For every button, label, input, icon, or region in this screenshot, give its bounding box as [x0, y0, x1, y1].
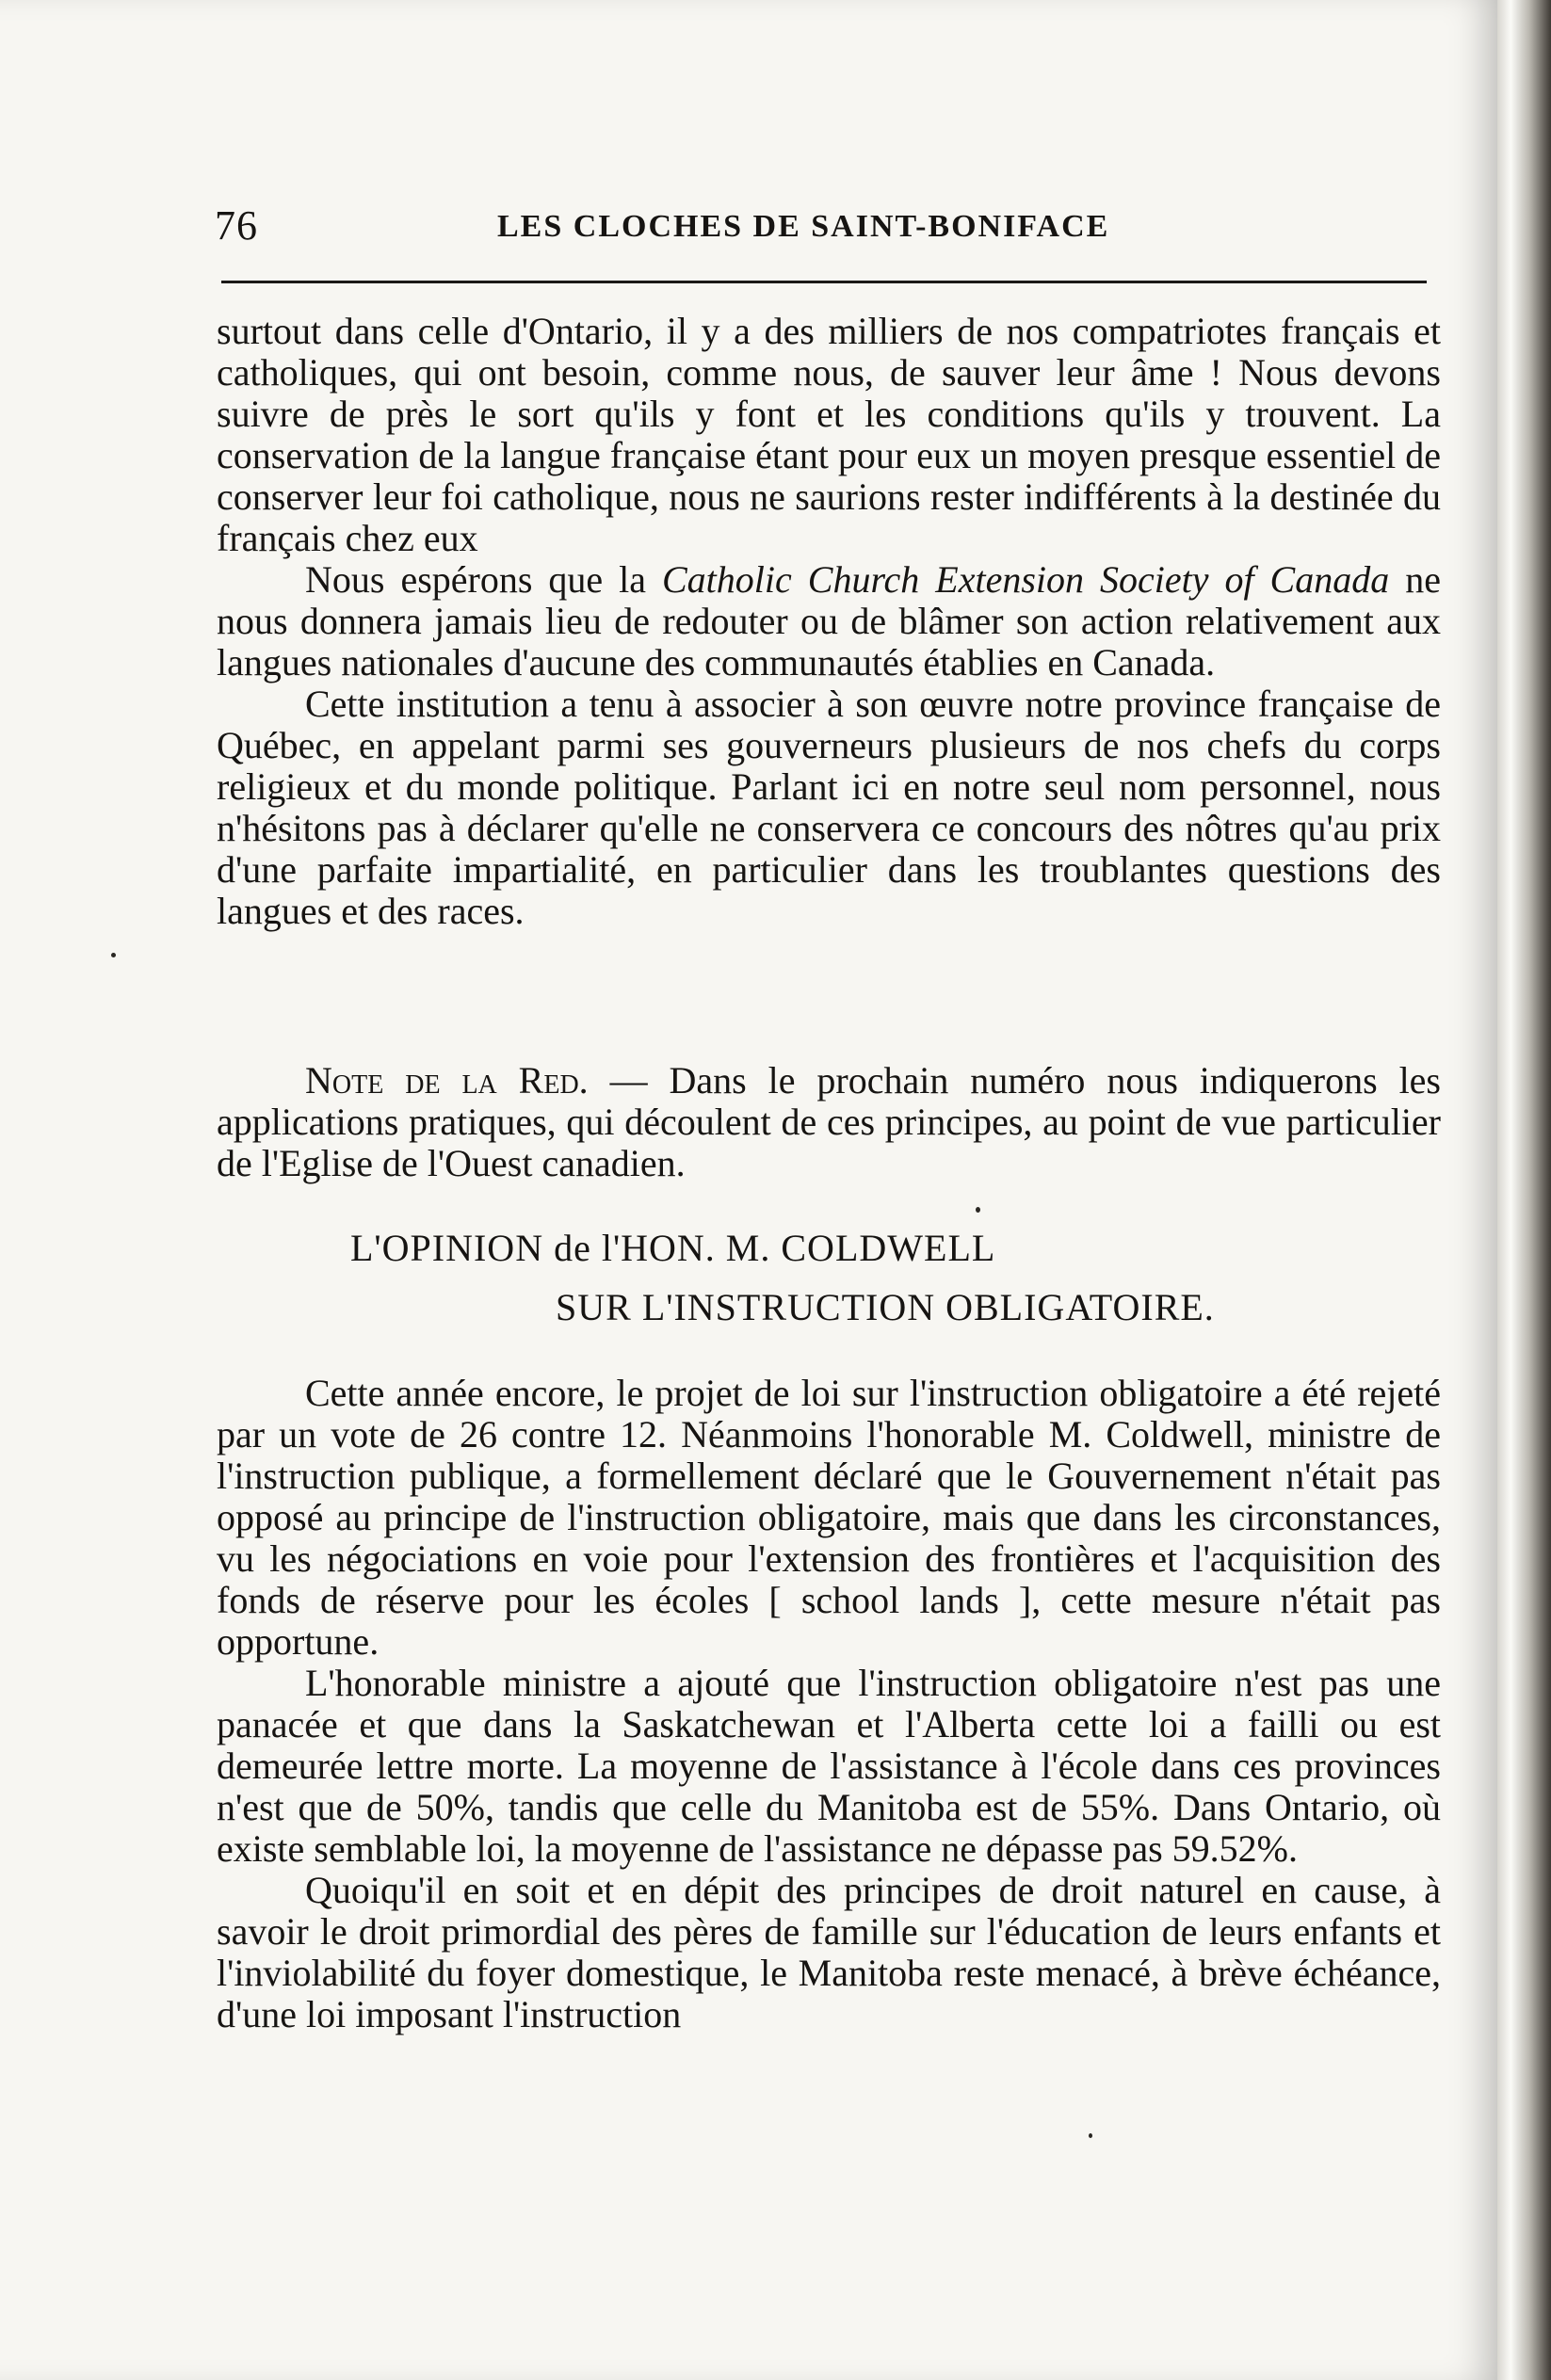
paragraph-vote: Cette année encore, le projet de loi sur l'instruction obligatoire a été rejeté par un vote de 26 contre 12. Néanmoins l'honorable M. Coldwell, ministre de l'instruction publique, a formellement déclaré que le Gouvernement n'était pas opposé au principe de l'instruction obligatoire, mais que dans les circonstances, vu les négociations en voie pour l'extension des frontières et l'acquisition des fonds de réserve pour les écoles [ school lands ], cette mesure n'était pas opportune. [217, 1372, 1441, 1663]
print-speck [111, 953, 116, 957]
print-speck [976, 1207, 980, 1213]
paragraph-natural-law: Quoiqu'il en soit et en dépit des principes de droit naturel en cause, à savoir le droit primordial des pères de famille sur l'éducation de leurs enfants et l'inviolabilité du foyer domestique, le Manitoba reste menacé, à brève échéance, d'une loi imposant l'instruction [217, 1869, 1441, 2035]
section-heading-line1: L'OPINION de l'HON. M. COLDWELL [350, 1227, 996, 1269]
coldwell-article [217, 1373, 1441, 2035]
note-paragraph [217, 1060, 1441, 1184]
paragraph-attendance: L'honorable ministre a ajouté que l'instruction obligatoire n'est pas une panacée et que dans la Saskatchewan et l'Alberta cette loi a failli ou est demeurée lettre morte. La moyenne de l'assistance à l'école dans ces provinces n'est que de 50%, tandis que celle du Manitoba est de 55%. Dans Ontario, où existe semblable loi, la moyenne de l'assistance ne dépasse pas 59.52%. [217, 1662, 1441, 1870]
paragraph-institution: Cette institution a tenu à associer à son œuvre notre province française de Québec, en appelant parmi ses gouverneurs plusieurs de nos chefs du corps religieux et du monde politique. Parlant ici en notre seul nom personnel, nous n'hésitons pas à déclarer qu'elle ne conservera ce concours des nôtres qu'au prix d'une parfaite impartialité, en particulier dans les troublantes questions des langues et des races. [217, 683, 1441, 932]
paragraph-ontario: surtout dans celle d'Ontario, il y a des milliers de nos compatriotes français et catholiques, qui ont besoin, comme nous, de sauver leur âme ! Nous devons suivre de près le sort qu'ils y font et les conditions qu'ils y trouvent. La conservation de la langue française étant pour eux un moyen presque essentiel de conserver leur foi catholique, nous ne saurions rester indifférents à la destinée du français chez eux [217, 310, 1441, 559]
print-speck [1089, 2133, 1092, 2138]
note-label: Note de la Red. [305, 1059, 589, 1102]
header-rule [221, 281, 1427, 283]
page-number: 76 [215, 202, 258, 249]
p2-text-before: Nous espérons que la [305, 558, 662, 601]
running-title: LES CLOCHES DE SAINT-BONIFACE [497, 209, 1110, 244]
page-header [215, 201, 1448, 258]
article-continuation [217, 311, 1441, 932]
page-edge-shadow [1497, 0, 1551, 2380]
p2-text-after: ne nous donnera jamais lieu de redouter ou de blâmer son action relativement aux langues nationales d'aucune des communautés établies en Canada. [217, 558, 1441, 683]
society-name: Catholic Church Extension Society of Canada [662, 558, 1390, 601]
editor-note [217, 1060, 1441, 1184]
paragraph-extension-society [217, 559, 1441, 683]
note-text: — Dans le prochain numéro nous indiquerons les applications pratiques, qui découlent de ces principes, au point de vue particulier de l'Eglise de l'Ouest canadien. [217, 1059, 1441, 1184]
section-heading-line2: SUR L'INSTRUCTION OBLIGATOIRE. [556, 1286, 1215, 1328]
